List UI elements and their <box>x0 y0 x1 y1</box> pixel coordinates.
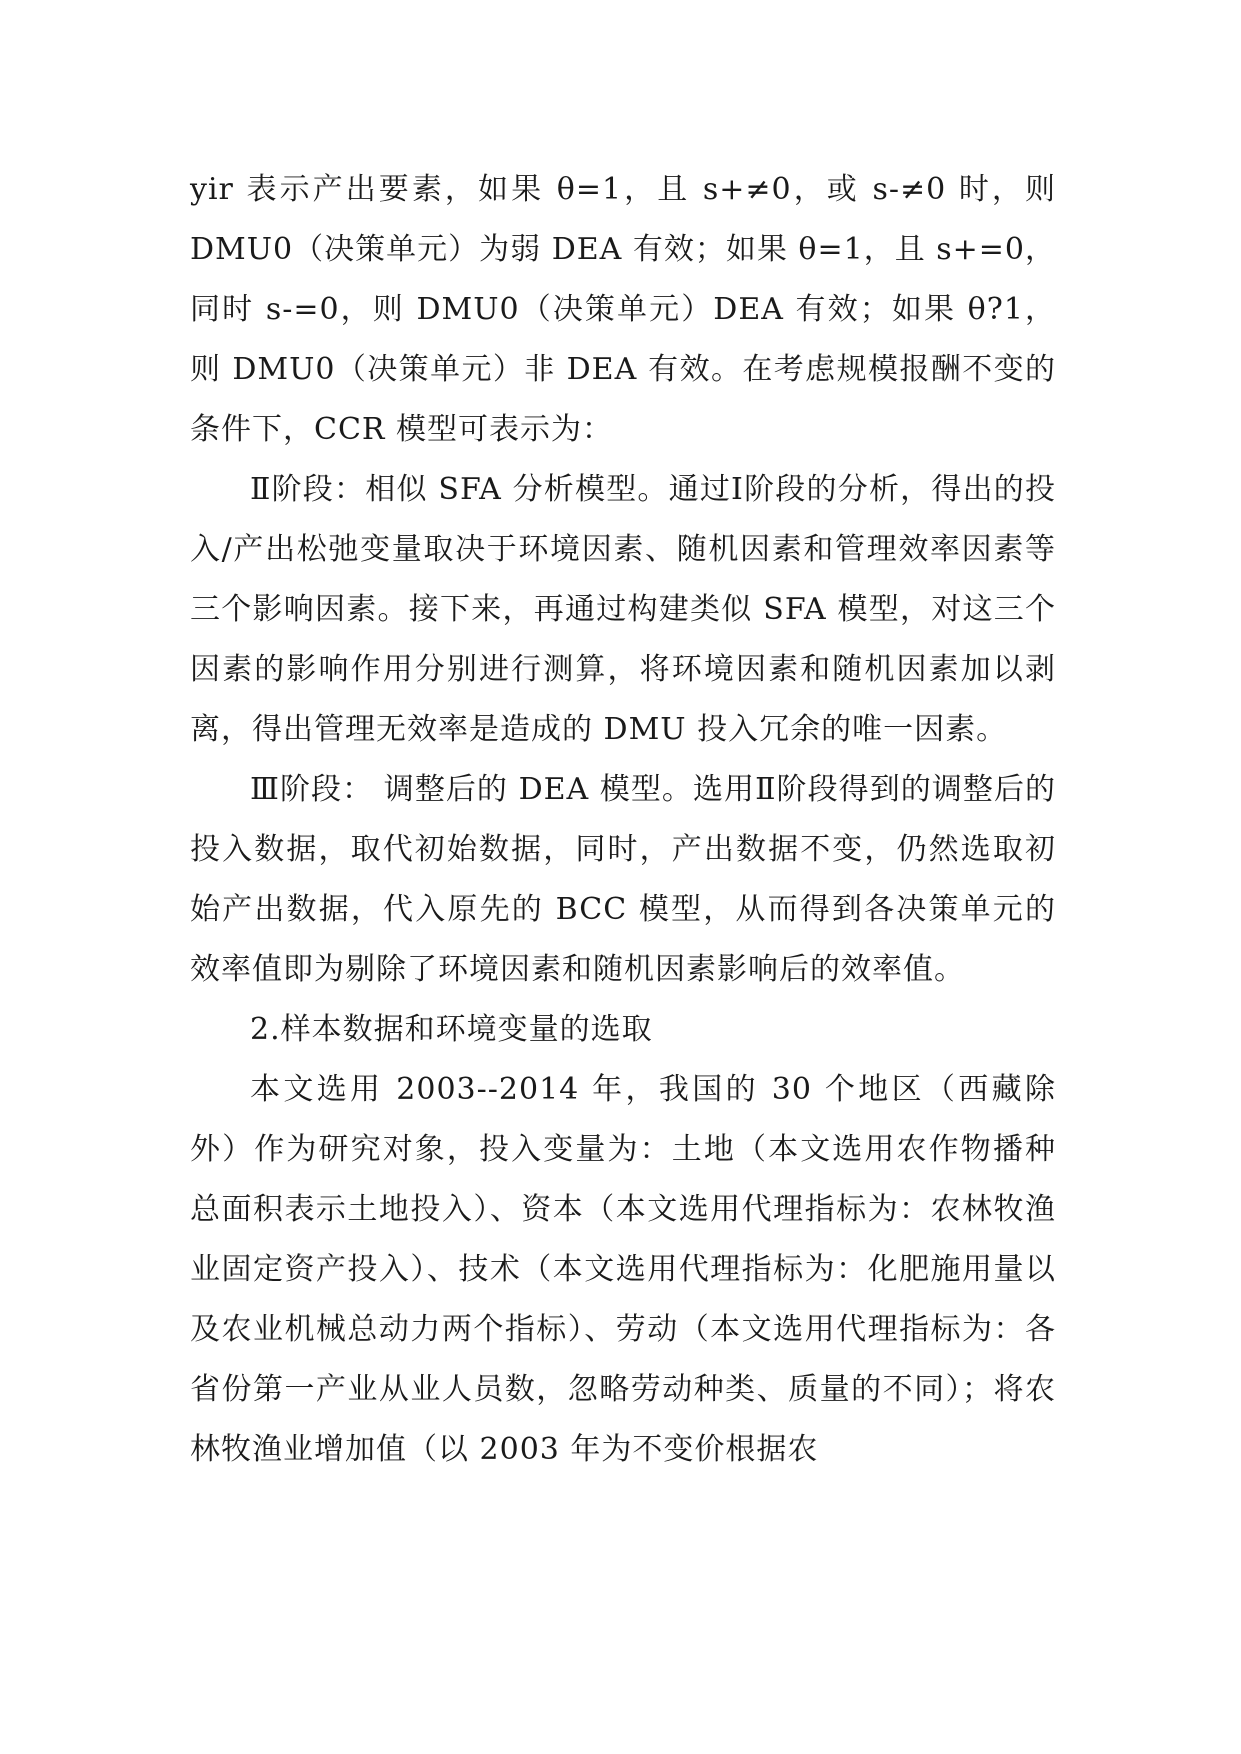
paragraph-dea-conditions: yir 表示产出要素，如果 θ=1，且 s+≠0，或 s-≠0 时，则 DMU0（决策单元）为弱 DEA 有效；如果 θ=1，且 s+=0，同时 s-=0，则 DMU0（决策单元）DEA 有效；如果 θ?1，则 DMU0（决策单元）非 DEA 有效。在考虑规模报酬不变的条件下，CCR 模型可表示为： <box>190 172 1056 447</box>
section-heading-sample-data: 2.样本数据和环境变量的选取 <box>250 1012 653 1047</box>
paragraph-stage-three: Ⅲ阶段： 调整后的 DEA 模型。选用Ⅱ阶段得到的调整后的投入数据，取代初始数据，同时，产出数据不变，仍然选取初始产出数据，代入原先的 BCC 模型，从而得到各决策单元的效率值即为剔除了环境因素和随机因素影响后的效率值。 <box>190 772 1056 987</box>
paragraph-stage-two: Ⅱ阶段：相似 SFA 分析模型。通过Ⅰ阶段的分析，得出的投入/产出松弛变量取决于环境因素、随机因素和管理效率因素等三个影响因素。接下来，再通过构建类似 SFA 模型，对这三个因素的影响作用分别进行测算，将环境因素和随机因素加以剥离，得出管理无效率是造成的 DMU 投入冗余的唯一因素。 <box>190 472 1056 747</box>
paragraph-sample-description: 本文选用 2003--2014 年，我国的 30 个地区（西藏除外）作为研究对象，投入变量为：土地（本文选用农作物播种总面积表示土地投入）、资本（本文选用代理指标为：农林牧渔业固定资产投入）、技术（本文选用代理指标为：化肥施用量以及农业机械总动力两个指标）、劳动（本文选用代理指标为：各省份第一产业从业人员数，忽略劳动种类、质量的不同）；将农林牧渔业增加值（以 2003 年为不变价根据农 <box>190 1072 1056 1467</box>
body-text <box>190 160 1056 1480</box>
